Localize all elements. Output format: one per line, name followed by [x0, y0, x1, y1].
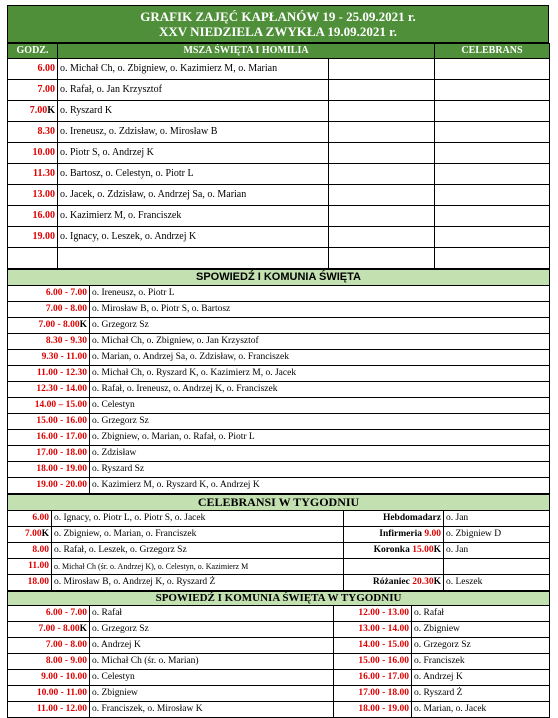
confession-row — [8, 446, 550, 462]
week-conf-left-time — [8, 654, 90, 670]
confession-time — [8, 318, 90, 334]
week-time — [8, 575, 52, 591]
week-names: o. Ignacy, o. Piotr L, o. Piotr S, o. Jacek — [52, 511, 344, 527]
week-conf-right-names: o. Ryszard Ż — [412, 686, 550, 702]
time-value: 17.00 - 18.00 — [36, 448, 87, 459]
week-conf-left-names: o. Andrzej K — [90, 638, 334, 654]
week-conf-left-time — [8, 606, 90, 622]
mass-celebrans — [435, 143, 550, 164]
time-value: 6.00 - 7.00 — [45, 608, 87, 619]
week-names: o. Mirosław B, o. Andrzej K, o. Ryszard Ż — [52, 575, 344, 591]
k-marker: K — [79, 624, 87, 635]
schedule-page — [7, 5, 549, 718]
role-k: K — [433, 545, 441, 556]
week-conf-left-names: o. Grzegorz Sz — [90, 622, 334, 638]
week-conf-row — [8, 638, 550, 654]
week-conf-right-time: 18.00 - 19.00 — [334, 702, 412, 718]
time-value: 11.00 — [28, 561, 49, 572]
confession-names: o. Rafał, o. Ireneusz, o. Andrzej K, o. Franciszek — [90, 382, 550, 398]
mass-names: o. Bartosz, o. Celestyn, o. Piotr L — [58, 164, 329, 185]
week-conf-left-names: o. Michał Ch (śr. o. Marian) — [90, 654, 334, 670]
week-role — [344, 575, 444, 591]
week-who: o. Jan — [444, 511, 550, 527]
time-value: 16.00 - 17.00 — [36, 432, 87, 443]
confession-names: o. Zbigniew, o. Marian, o. Rafał, o. Piotr L — [90, 430, 550, 446]
week-role — [344, 511, 444, 527]
empty-cell — [435, 248, 550, 269]
column-header-row — [8, 44, 550, 59]
role-time: 20.30 — [412, 577, 434, 588]
week-conf-right-time: 16.00 - 17.00 — [334, 670, 412, 686]
confession-row — [8, 318, 550, 334]
time-value: 15.00 - 16.00 — [36, 416, 87, 427]
mass-row — [8, 59, 550, 80]
week-conf-right-names: o. Andrzej K — [412, 670, 550, 686]
week-conf-title: SPOWIEDŹ I KOMUNIA ŚWIĘTA W TYGODNIU — [8, 592, 550, 606]
confession-time — [8, 334, 90, 350]
role-k: K — [433, 577, 441, 588]
week-names: o. Rafał, o. Leszek, o. Grzegorz Sz — [52, 543, 344, 559]
time-value: 8.00 — [32, 545, 49, 556]
sunday-mass-table — [7, 43, 550, 269]
time-value: 19.00 — [32, 231, 55, 243]
week-conf-right-time: 13.00 - 14.00 — [334, 622, 412, 638]
mass-time — [8, 80, 58, 101]
confession-row — [8, 350, 550, 366]
time-value: 11.00 - 12.30 — [36, 368, 87, 379]
mass-row — [8, 101, 550, 122]
schedule-header — [7, 5, 549, 43]
time-value: 14.00 – 15.00 — [34, 400, 87, 411]
role-label: Różaniec — [372, 577, 410, 588]
role-label: Koronka — [373, 545, 410, 556]
mass-blank — [329, 164, 435, 185]
week-conf-left-names: o. Zbigniew — [90, 686, 334, 702]
sunday-confession-table — [7, 269, 550, 494]
weekday-confession-table — [7, 591, 550, 718]
week-conf-right-time: 12.00 - 13.00 — [334, 606, 412, 622]
mass-names: o. Kazimierz M, o. Franciszek — [58, 206, 329, 227]
mass-row — [8, 164, 550, 185]
week-conf-row — [8, 654, 550, 670]
week-role — [344, 527, 444, 543]
week-conf-right-time: 14.00 - 15.00 — [334, 638, 412, 654]
time-value: 11.00 - 12.00 — [36, 704, 87, 715]
confession-names: o. Zdzisław — [90, 446, 550, 462]
mass-celebrans — [435, 227, 550, 248]
mass-blank — [329, 80, 435, 101]
k-marker: K — [79, 320, 87, 331]
confession-time — [8, 398, 90, 414]
mass-names: o. Ignacy, o. Leszek, o. Andrzej K — [58, 227, 329, 248]
mass-names: o. Rafał, o. Jan Krzysztof — [58, 80, 329, 101]
mass-names: o. Michał Ch, o. Zbigniew, o. Kazimierz M, o. Marian — [58, 59, 329, 80]
confession-row — [8, 334, 550, 350]
week-row — [8, 527, 550, 543]
week-conf-right-names: o. Rafał — [412, 606, 550, 622]
mass-time — [8, 206, 58, 227]
header-subtitle: XXV NIEDZIELA ZWYKŁA 19.09.2021 r. — [158, 24, 398, 39]
week-conf-right-time: 17.00 - 18.00 — [334, 686, 412, 702]
mass-celebrans — [435, 164, 550, 185]
time-value: 9.00 - 10.00 — [41, 672, 87, 683]
week-conf-left-time — [8, 622, 90, 638]
week-conf-row — [8, 606, 550, 622]
confession-row — [8, 478, 550, 494]
confession-row — [8, 366, 550, 382]
mass-blank — [329, 59, 435, 80]
time-value: 7.00 - 8.00 — [45, 304, 87, 315]
confession-names: o. Celestyn — [90, 398, 550, 414]
time-value: 8.30 - 9.30 — [45, 336, 87, 347]
confession-time — [8, 286, 90, 302]
role-label: Infirmeria — [379, 529, 422, 540]
confession-time — [8, 478, 90, 494]
confession-time — [8, 462, 90, 478]
week-conf-left-names: o. Celestyn — [90, 670, 334, 686]
time-value: 7.00 — [37, 84, 55, 96]
time-value: 19.00 - 20.00 — [36, 480, 87, 491]
mass-celebrans — [435, 101, 550, 122]
role-time: 9.00 — [424, 529, 441, 540]
weekday-celebrants-table — [7, 494, 550, 591]
mass-blank — [329, 185, 435, 206]
mass-row — [8, 227, 550, 248]
confession-row — [8, 430, 550, 446]
week-conf-row — [8, 670, 550, 686]
time-value: 18.00 — [27, 577, 49, 588]
mass-time — [8, 143, 58, 164]
confession-row — [8, 382, 550, 398]
mass-row — [8, 122, 550, 143]
time-value: 7.00 - 8.00 — [45, 640, 87, 651]
week-conf-left-time — [8, 638, 90, 654]
confession-names: o. Michał Ch, o. Zbigniew, o. Jan Krzysztof — [90, 334, 550, 350]
week-names: o. Zbigniew, o. Marian, o. Franciszek — [52, 527, 344, 543]
confession-names: o. Kazimierz M, o. Ryszard K, o. Andrzej K — [90, 478, 550, 494]
mass-row — [8, 206, 550, 227]
empty-cell — [58, 248, 329, 269]
empty-cell — [8, 248, 58, 269]
confession-names: o. Mirosław B, o. Piotr S, o. Bartosz — [90, 302, 550, 318]
time-value: 11.30 — [33, 168, 55, 180]
time-value: 8.00 - 9.00 — [45, 656, 87, 667]
mass-time — [8, 101, 58, 122]
confession-names: o. Ryszard Sz — [90, 462, 550, 478]
time-value: 7.00 - 8.00 — [38, 320, 80, 331]
time-value: 7.00 — [29, 105, 48, 117]
mass-row — [8, 143, 550, 164]
week-who: o. Leszek — [444, 575, 550, 591]
confession-time — [8, 414, 90, 430]
confession-row — [8, 414, 550, 430]
confession-time — [8, 382, 90, 398]
empty-cell — [329, 248, 435, 269]
week-row — [8, 511, 550, 527]
week-time — [8, 527, 52, 543]
mass-names: o. Ryszard K — [58, 101, 329, 122]
confession-row — [8, 286, 550, 302]
week-conf-left-time — [8, 702, 90, 718]
week-conf-right-names: o. Grzegorz Sz — [412, 638, 550, 654]
confession-row — [8, 302, 550, 318]
confession-time — [8, 446, 90, 462]
time-value: 9.30 - 11.00 — [41, 352, 87, 363]
mass-names: o. Ireneusz, o. Zdzisław, o. Mirosław B — [58, 122, 329, 143]
week-conf-left-time — [8, 686, 90, 702]
confession-time — [8, 302, 90, 318]
time-value: 6.00 — [37, 63, 55, 75]
week-conf-row — [8, 622, 550, 638]
role-time: 15.00 — [412, 545, 434, 556]
time-value: 12.30 - 14.00 — [36, 384, 87, 395]
week-conf-left-time — [8, 670, 90, 686]
week-row — [8, 575, 550, 591]
role-label: Hebdomadarz — [382, 513, 441, 524]
mass-row — [8, 80, 550, 101]
mass-time — [8, 227, 58, 248]
week-conf-left-names: o. Rafał — [90, 606, 334, 622]
time-value: 18.00 - 19.00 — [36, 464, 87, 475]
mass-names: o. Piotr S, o. Andrzej K — [58, 143, 329, 164]
week-time — [8, 511, 52, 527]
confession-time — [8, 366, 90, 382]
mass-blank — [329, 227, 435, 248]
confession-names: o. Grzegorz Sz — [90, 318, 550, 334]
week-who: o. Jan — [444, 543, 550, 559]
mass-time — [8, 185, 58, 206]
time-value: 8.30 — [37, 126, 55, 138]
week-row — [8, 559, 550, 575]
time-value: 10.00 — [32, 147, 55, 159]
week-conf-right-names: o. Marian, o. Jacek — [412, 702, 550, 718]
week-conf-row — [8, 686, 550, 702]
mass-celebrans — [435, 185, 550, 206]
week-time — [8, 559, 52, 575]
week-title: CELEBRANSI W TYGODNIU — [8, 495, 550, 511]
mass-row-empty — [8, 248, 550, 269]
time-value: 7.00 - 8.00 — [38, 624, 80, 635]
time-value: 6.00 - 7.00 — [45, 288, 87, 299]
week-who — [444, 559, 550, 575]
week-conf-left-names: o. Franciszek, o. Mirosław K — [90, 702, 334, 718]
time-value: 7.00 — [24, 529, 42, 540]
time-value: 16.00 — [32, 210, 55, 222]
week-conf-right-names: o. Zbigniew — [412, 622, 550, 638]
k-marker: K — [47, 105, 55, 117]
mass-blank — [329, 206, 435, 227]
confession-title: SPOWIEDŹ I KOMUNIA ŚWIĘTA — [8, 270, 550, 286]
mass-blank — [329, 122, 435, 143]
col-godz: GODZ. — [8, 44, 58, 59]
week-conf-right-time: 15.00 - 16.00 — [334, 654, 412, 670]
k-marker: K — [41, 529, 49, 540]
mass-celebrans — [435, 59, 550, 80]
week-row — [8, 543, 550, 559]
confession-row — [8, 462, 550, 478]
week-role — [344, 543, 444, 559]
mass-time — [8, 164, 58, 185]
week-conf-right-names: o. Franciszek — [412, 654, 550, 670]
mass-celebrans — [435, 80, 550, 101]
confession-row — [8, 398, 550, 414]
week-role — [344, 559, 444, 575]
mass-blank — [329, 101, 435, 122]
header-title: GRAFIK ZAJĘĆ KAPŁANÓW 19 - 25.09.2021 r. — [140, 9, 416, 24]
mass-names: o. Jacek, o. Zdzisław, o. Andrzej Sa, o. Marian — [58, 185, 329, 206]
mass-time — [8, 59, 58, 80]
week-names: o. Michał Ch (śr. o. Andrzej K), o. Celestyn, o. Kazimierz M — [52, 559, 344, 575]
mass-row — [8, 185, 550, 206]
time-value: 10.00 - 11.00 — [36, 688, 87, 699]
time-value: 6.00 — [32, 513, 49, 524]
confession-names: o. Michał Ch, o. Ryszard K, o. Kazimierz M, o. Jacek — [90, 366, 550, 382]
week-time — [8, 543, 52, 559]
time-value: 13.00 — [32, 189, 55, 201]
col-msza: MSZA ŚWIĘTA I HOMILIA — [58, 44, 435, 59]
confession-names: o. Ireneusz, o. Piotr L — [90, 286, 550, 302]
confession-time — [8, 350, 90, 366]
week-conf-row — [8, 702, 550, 718]
col-celebrans: CELEBRANS — [435, 44, 550, 59]
week-who: o. Zbigniew D — [444, 527, 550, 543]
mass-blank — [329, 143, 435, 164]
confession-names: o. Marian, o. Andrzej Sa, o. Zdzisław, o. Franciszek — [90, 350, 550, 366]
mass-celebrans — [435, 122, 550, 143]
confession-time — [8, 430, 90, 446]
confession-names: o. Grzegorz Sz — [90, 414, 550, 430]
mass-celebrans — [435, 206, 550, 227]
mass-time — [8, 122, 58, 143]
